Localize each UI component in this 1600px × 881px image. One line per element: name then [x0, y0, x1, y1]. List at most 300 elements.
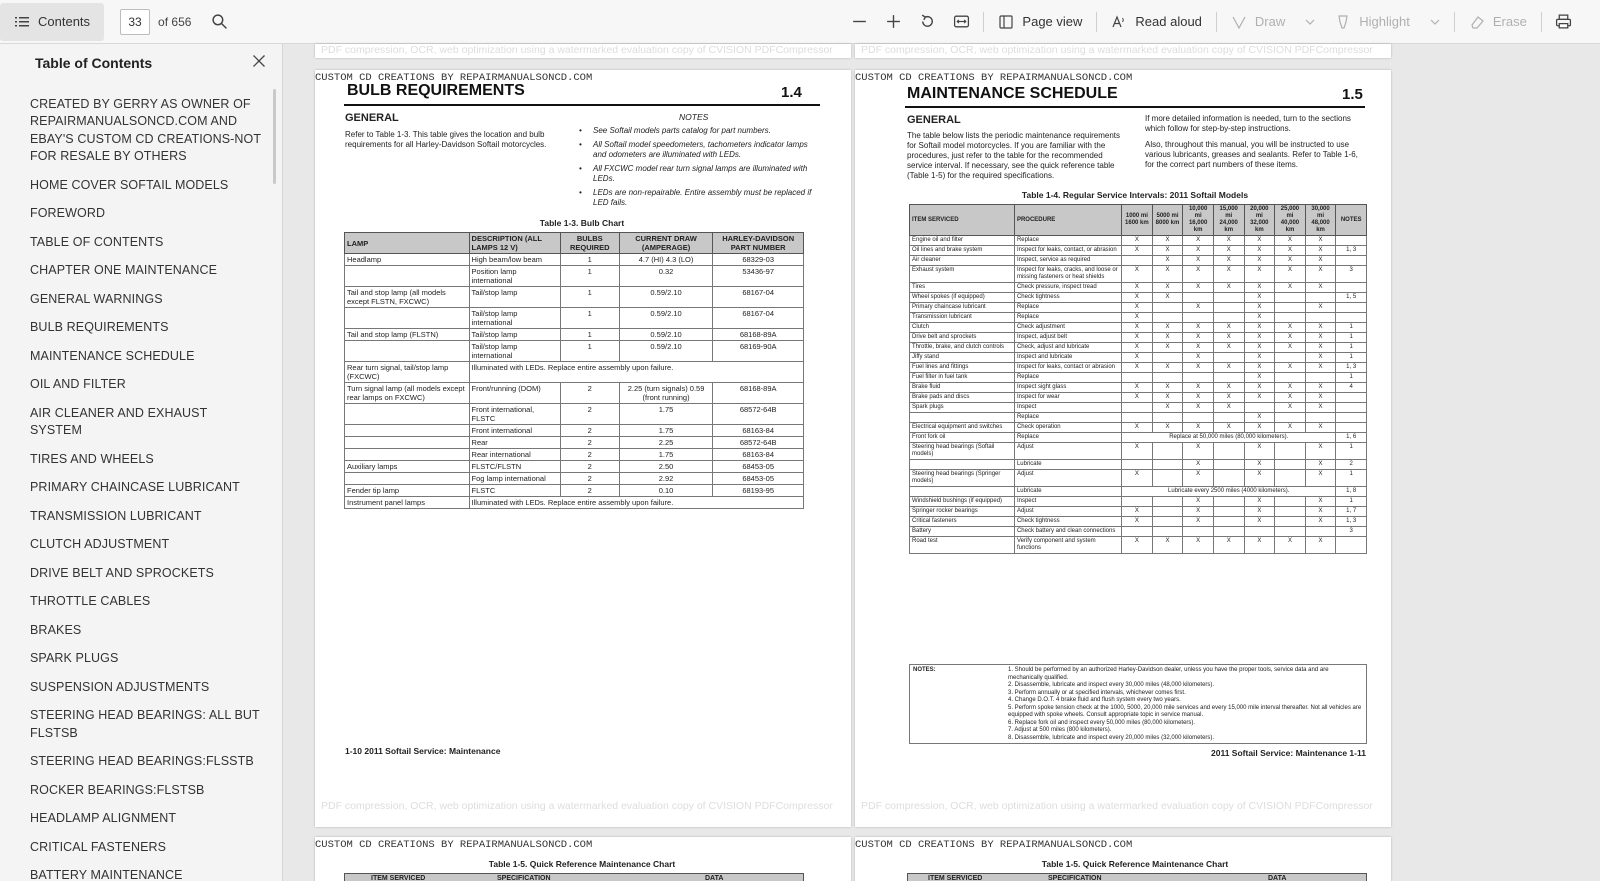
- table-cell: X: [1152, 293, 1183, 303]
- table-row: [910, 293, 1367, 303]
- table-cell: X: [1305, 423, 1336, 433]
- table-cell: Check pressure, inspect tread: [1014, 283, 1121, 293]
- table-cell: Tail/stop lamp international: [469, 341, 560, 362]
- table-cell: Jiffy stand: [910, 353, 1015, 363]
- table-cell: [1305, 373, 1336, 383]
- note-item: 1. Should be performed by an authorized Harley-Davidson dealer, unless you have the proper tools, service data and are mechanically qualified.: [1008, 667, 1329, 681]
- table-cell: 68329-03: [713, 254, 804, 266]
- table-cell: 68169-90A: [713, 341, 804, 362]
- table-cell: Fuel lines and fittings: [910, 363, 1015, 373]
- table-cell: [1336, 313, 1367, 323]
- table-cell: X: [1213, 403, 1244, 413]
- document-page-prev-left: [315, 44, 851, 58]
- scrollbar[interactable]: [273, 89, 276, 184]
- table-cell: X: [1244, 333, 1275, 343]
- chevron-down-icon[interactable]: [1430, 17, 1440, 27]
- watermark: PDF compression, OCR, web optimization using a watermarked evaluation copy of CVISION PDFCompressor: [861, 800, 1373, 812]
- table-cell: [1122, 527, 1153, 537]
- watermark: PDF compression, OCR, web optimization using a watermarked evaluation copy of CVISION PDFCompressor: [861, 44, 1373, 56]
- table-row: [910, 353, 1367, 363]
- table-cell: X: [1152, 256, 1183, 266]
- toc-item[interactable]: TRANSMISSION LUBRICANT: [30, 508, 202, 523]
- table-cell: [1275, 527, 1306, 537]
- table-cell: [1152, 373, 1183, 383]
- table-cell: [1183, 313, 1214, 323]
- table-cell: Brake fluid: [910, 383, 1015, 393]
- table-cell: X: [1183, 323, 1214, 333]
- table-cell: X: [1183, 517, 1214, 527]
- column-header: PROCEDURE: [1014, 205, 1121, 236]
- table-cell: 4.7 (HI) 4.3 (LO): [619, 254, 713, 266]
- table-cell: X: [1305, 256, 1336, 266]
- table-cell: X: [1213, 266, 1244, 283]
- table-cell: X: [1244, 236, 1275, 246]
- table-caption: Table 1-5. Quick Reference Maintenance Chart: [1041, 859, 1229, 869]
- notes-box: [909, 664, 1367, 744]
- table-cell: X: [1305, 443, 1336, 460]
- table-cell: 1, 6: [1336, 433, 1367, 443]
- table-cell: Tail and stop lamp (FLSTN): [345, 329, 470, 341]
- table-cell: Replace: [1014, 373, 1121, 383]
- toc-item[interactable]: MAINTENANCE SCHEDULE: [30, 348, 195, 363]
- table-cell: X: [1122, 246, 1153, 256]
- table-cell: [910, 460, 1015, 470]
- table-cell: Throttle, brake, and clutch controls: [910, 343, 1015, 353]
- table-cell: X: [1244, 293, 1275, 303]
- table-cell: [1183, 413, 1214, 423]
- table-cell: X: [1244, 517, 1275, 527]
- toc-item[interactable]: DRIVE BELT AND SPROCKETS: [30, 565, 214, 580]
- table-cell: 1: [560, 254, 619, 266]
- title-rule: [344, 104, 820, 106]
- toc-item[interactable]: CLUTCH ADJUSTMENT: [30, 537, 170, 551]
- note-item: 7. Adjust at 500 miles (800 kilometers).: [1008, 727, 1112, 733]
- table-cell: X: [1183, 383, 1214, 393]
- table-cell: 2.50: [619, 461, 713, 473]
- erase-button[interactable]: [1463, 7, 1533, 37]
- table-row: [910, 236, 1367, 246]
- table-cell: 1: [560, 329, 619, 341]
- table-row: [910, 246, 1367, 256]
- table-cell: X: [1275, 236, 1306, 246]
- search-icon[interactable]: [205, 8, 233, 36]
- table-cell: [345, 437, 470, 449]
- table-cell: 1, 3: [1336, 246, 1367, 256]
- table-cell: Electrical equipment and switches: [910, 423, 1015, 433]
- table-row: [910, 403, 1367, 413]
- table-cell: X: [1213, 246, 1244, 256]
- table-cell: 1, 3: [1336, 517, 1367, 527]
- toc-item[interactable]: HOME COVER SOFTAIL MODELS: [30, 177, 229, 192]
- table-row: [910, 527, 1367, 537]
- bulb-chart-table: [344, 232, 804, 509]
- toc-item[interactable]: PRIMARY CHAINCASE LUBRICANT: [30, 480, 240, 494]
- column-header: 25,000 mi 40,000 km: [1275, 205, 1306, 236]
- column-header: 15,000 mi 24,000 km: [1213, 205, 1244, 236]
- table-row: [910, 443, 1367, 460]
- table-cell: Replace: [1014, 413, 1121, 423]
- table-cell: 1: [1336, 343, 1367, 353]
- table-cell: 68167-04: [713, 287, 804, 308]
- table-cell: X: [1244, 353, 1275, 363]
- read-aloud-button[interactable]: [1105, 7, 1208, 37]
- toc-item[interactable]: TIRES AND WHEELS: [30, 451, 154, 466]
- rotate-icon[interactable]: [913, 8, 941, 36]
- table-cell: Inspect: [1014, 497, 1121, 507]
- table-cell: X: [1244, 443, 1275, 460]
- table-row: [910, 266, 1367, 283]
- highlight-button[interactable]: [1329, 7, 1446, 37]
- table-cell: Primary chaincase lubricant: [910, 303, 1015, 313]
- column-header: 20,000 mi 32,000 km: [1244, 205, 1275, 236]
- table-cell: X: [1244, 460, 1275, 470]
- table-cell: Windshield bushings (if equipped): [910, 497, 1015, 507]
- table-cell: X: [1183, 283, 1214, 293]
- table-cell: [1152, 460, 1183, 470]
- table-cell: X: [1275, 323, 1306, 333]
- table-cell: [1213, 517, 1244, 527]
- close-icon[interactable]: [252, 54, 266, 73]
- table-cell: X: [1122, 363, 1153, 373]
- toc-item[interactable]: BRAKES: [30, 622, 82, 637]
- table-cell: Inspect: [1014, 403, 1121, 413]
- table-cell: X: [1275, 246, 1306, 256]
- table-cell: X: [1305, 323, 1336, 333]
- table-cell: X: [1122, 353, 1153, 363]
- table-cell: [1152, 517, 1183, 527]
- table-cell: Wheel spokes (if equipped): [910, 293, 1015, 303]
- table-row: [345, 425, 804, 437]
- table-cell: 2: [560, 449, 619, 461]
- table-cell: 1, 7: [1336, 507, 1367, 517]
- table-cell: X: [1305, 236, 1336, 246]
- table-cell: X: [1305, 470, 1336, 487]
- table-cell: X: [1213, 236, 1244, 246]
- table-cell: Drive belt and sprockets: [910, 333, 1015, 343]
- divider: [1541, 12, 1542, 32]
- note-item: 2. Disassemble, lubricate and inspect every 30,000 miles (48,000 kilometers).: [1008, 682, 1215, 688]
- table-cell: X: [1244, 313, 1275, 323]
- table-cell: X: [1213, 323, 1244, 333]
- table-cell: X: [1275, 363, 1306, 373]
- table-cell: Verify component and system functions: [1014, 537, 1121, 554]
- table-cell: X: [1183, 460, 1214, 470]
- intro-text-3: Also, throughout this manual, you will be instructed to use various lubricants, greases and sealants. Refer to Table 1-6, for the correct part numbers of these items.: [1145, 140, 1358, 169]
- page-view-button[interactable]: [992, 7, 1088, 37]
- table-row: [345, 341, 804, 362]
- table-row: [910, 423, 1367, 433]
- table-row: [910, 537, 1367, 554]
- table-cell: Steering head bearings (Softail models): [910, 443, 1015, 460]
- table-cell: [1305, 293, 1336, 303]
- table-cell: [1122, 403, 1153, 413]
- title-rule: [905, 106, 1365, 108]
- table-cell: [1275, 497, 1306, 507]
- table-row: [345, 308, 804, 329]
- table-cell: 1: [1336, 470, 1367, 487]
- table-cell: [1336, 403, 1367, 413]
- table-cell: Auxiliary lamps: [345, 461, 470, 473]
- table-cell: X: [1244, 470, 1275, 487]
- table-row: [345, 485, 804, 497]
- document-page-right: [855, 70, 1391, 827]
- table-cell: X: [1183, 303, 1214, 313]
- table-cell: 1: [560, 287, 619, 308]
- table-cell: X: [1305, 507, 1336, 517]
- table-cell: X: [1244, 363, 1275, 373]
- table-cell: [1213, 527, 1244, 537]
- toc-item[interactable]: TABLE OF CONTENTS: [30, 234, 164, 249]
- notes-list: [1008, 667, 1363, 742]
- table-row: [910, 303, 1367, 313]
- document-page-left: [315, 70, 851, 827]
- table-cell: X: [1244, 393, 1275, 403]
- print-icon[interactable]: [1550, 8, 1578, 36]
- toc-item[interactable]: AIR CLEANER AND EXHAUST SYSTEM: [30, 405, 208, 437]
- table-cell: [910, 413, 1015, 423]
- table-cell: [1152, 353, 1183, 363]
- toc-item[interactable]: BATTERY MAINTENANCE: [30, 868, 183, 881]
- table-cell: X: [1213, 363, 1244, 373]
- table-cell: [1275, 313, 1306, 323]
- table-cell: X: [1152, 246, 1183, 256]
- table-cell: Springer rocker bearings: [910, 507, 1015, 517]
- table-cell: X: [1122, 323, 1153, 333]
- toc-item[interactable]: CRITICAL FASTENERS: [30, 839, 167, 854]
- toc-item[interactable]: OIL AND FILTER: [30, 377, 126, 391]
- table-caption: Table 1-5. Quick Reference Maintenance Chart: [488, 859, 676, 869]
- table-cell: Inspect, service as required: [1014, 256, 1121, 266]
- page-view-icon: [998, 14, 1014, 30]
- table-cell: Inspect sight glass: [1014, 383, 1121, 393]
- note-item: • All Softail model speedometers, tachometers indicator lamps and odometers are illuminated with LEDs.: [577, 140, 821, 160]
- table-cell: 2: [560, 485, 619, 497]
- table-cell: X: [1183, 266, 1214, 283]
- table-cell: Check tightness: [1014, 517, 1121, 527]
- toc-item[interactable]: CREATED BY GERRY AS OWNER OF REPAIRMANUALSONCD.COM AND EBAY'S CUSTOM CD CREATIONS-NOT FOR RESALE BY OTHERS: [30, 96, 261, 163]
- zoom-in-icon[interactable]: [879, 8, 907, 36]
- header-stamp: CUSTOM CD CREATIONS BY REPAIRMANUALSONCD.COM: [855, 839, 1133, 851]
- table-cell: X: [1183, 507, 1214, 517]
- table-cell: 2: [560, 425, 619, 437]
- notes-label: NOTES:: [913, 667, 936, 673]
- table-cell: X: [1305, 303, 1336, 313]
- table-cell: X: [1213, 393, 1244, 403]
- divider: [1216, 12, 1217, 32]
- table-cell: [1336, 256, 1367, 266]
- table-cell: Position lamp international: [469, 266, 560, 287]
- contents-button[interactable]: [0, 3, 104, 41]
- table-cell: 2: [560, 473, 619, 485]
- table-cell: X: [1152, 333, 1183, 343]
- table-cell: [1152, 507, 1183, 517]
- table-row: [345, 362, 804, 383]
- table-row: [345, 254, 804, 266]
- chevron-down-icon[interactable]: [1305, 17, 1315, 27]
- table-cell: Engine oil and filter: [910, 236, 1015, 246]
- table-cell: X: [1122, 383, 1153, 393]
- table-cell: FLSTC/FLSTN: [469, 461, 560, 473]
- table-cell: 2: [560, 383, 619, 404]
- table-cell: X: [1305, 497, 1336, 507]
- table-cell: X: [1122, 470, 1153, 487]
- header-item: ITEM SERVICED: [371, 875, 426, 881]
- table-cell: 1: [560, 266, 619, 287]
- table-cell: Illuminated with LEDs. Replace entire assembly upon failure.: [469, 362, 803, 383]
- table-cell: 2.25 (turn signals) 0.59 (front running): [619, 383, 713, 404]
- table-cell: 68453-05: [713, 473, 804, 485]
- table-of-contents-panel: [0, 44, 283, 881]
- table-cell: [1152, 527, 1183, 537]
- table-cell: [1213, 353, 1244, 363]
- table-cell: Lubricate: [1014, 460, 1121, 470]
- table-cell: [1275, 293, 1306, 303]
- table-cell: X: [1213, 537, 1244, 554]
- table-cell: X: [1275, 403, 1306, 413]
- table-cell: 68163-84: [713, 425, 804, 437]
- contents-label: Contents: [38, 14, 91, 29]
- table-cell: 1: [1336, 333, 1367, 343]
- table-cell: [1336, 423, 1367, 433]
- toolbar: [0, 0, 1600, 44]
- table-cell: Brake pads and discs: [910, 393, 1015, 403]
- header-data: DATA: [705, 875, 724, 881]
- table-cell: X: [1305, 403, 1336, 413]
- table-cell: 0.59/2.10: [619, 287, 713, 308]
- table-cell: X: [1122, 423, 1153, 433]
- list-icon: [14, 14, 30, 30]
- table-cell: X: [1244, 383, 1275, 393]
- table-cell: [1275, 507, 1306, 517]
- toc-item[interactable]: SPARK PLUGS: [30, 651, 119, 665]
- table-cell: X: [1152, 323, 1183, 333]
- table-row: [910, 256, 1367, 266]
- page-total: of 656: [158, 14, 192, 29]
- table-cell: X: [1183, 353, 1214, 363]
- note-item: 3. Perform annually or at specified intervals, whichever comes first.: [1008, 689, 1186, 696]
- table-cell: X: [1244, 266, 1275, 283]
- table-cell: 1: [1336, 323, 1367, 333]
- note-item: • See Softail models parts catalog for part numbers.: [577, 126, 821, 136]
- toc-item[interactable]: ROCKER BEARINGS:FLSTSB: [30, 782, 205, 797]
- table-cell: [345, 425, 470, 437]
- table-row: [910, 460, 1367, 470]
- table-cell: Front international, FLSTC: [469, 404, 560, 425]
- table-header: [907, 873, 1367, 881]
- table-cell: [1122, 373, 1153, 383]
- toc-item[interactable]: GENERAL WARNINGS: [30, 291, 163, 306]
- table-row: [345, 473, 804, 485]
- page-number-input[interactable]: 33: [120, 9, 150, 35]
- table-cell: Tail/stop lamp: [469, 287, 560, 308]
- toc-item[interactable]: STEERING HEAD BEARINGS: ALL BUT FLSTSB: [30, 708, 260, 740]
- table-cell: Replace: [1014, 236, 1121, 246]
- header-stamp: CUSTOM CD CREATIONS BY REPAIRMANUALSONCD.COM: [855, 72, 1133, 84]
- table-row: [345, 497, 804, 509]
- section-number: 1.5: [1342, 86, 1363, 103]
- header-stamp: CUSTOM CD CREATIONS BY REPAIRMANUALSONCD.COM: [315, 72, 593, 84]
- table-cell: 68168-89A: [713, 329, 804, 341]
- table-cell: X: [1183, 343, 1214, 353]
- fit-width-icon[interactable]: [947, 8, 975, 36]
- toc-item[interactable]: HEADLAMP ALIGNMENT: [30, 811, 177, 825]
- table-cell: X: [1122, 393, 1153, 403]
- toc-item[interactable]: THROTTLE CABLES: [30, 594, 151, 608]
- table-cell: [345, 404, 470, 425]
- table-cell: Inspect for leaks, cracks, and loose or missing fasteners or heat shields: [1014, 266, 1121, 283]
- zoom-out-icon[interactable]: [845, 8, 873, 36]
- table-cell: X: [1213, 333, 1244, 343]
- table-cell: Replace: [1014, 433, 1121, 443]
- table-cell: X: [1244, 423, 1275, 433]
- table-cell: [1275, 353, 1306, 363]
- table-cell: X: [1152, 236, 1183, 246]
- panel-title: Table of Contents: [35, 55, 153, 71]
- document-page-prev-right: [855, 44, 1391, 58]
- toc-list: [0, 82, 282, 881]
- page-footer: 1-10 2011 Softail Service: Maintenance: [345, 746, 501, 756]
- table-cell: Replace at 50,000 miles (80,000 kilometers).: [1122, 433, 1336, 443]
- table-cell: X: [1183, 443, 1214, 460]
- toc-item[interactable]: FOREWORD: [30, 206, 106, 220]
- table-cell: X: [1244, 246, 1275, 256]
- table-row: [345, 437, 804, 449]
- table-cell: Rear: [469, 437, 560, 449]
- watermark: PDF compression, OCR, web optimization using a watermarked evaluation copy of CVISION PDFCompressor: [321, 44, 833, 56]
- table-cell: 1, 3: [1336, 363, 1367, 373]
- table-row: [345, 266, 804, 287]
- table-cell: X: [1305, 363, 1336, 373]
- draw-button[interactable]: [1225, 7, 1321, 37]
- table-cell: Replace: [1014, 313, 1121, 323]
- toc-item[interactable]: SUSPENSION ADJUSTMENTS: [30, 679, 210, 694]
- column-header: 10,000 mi 16,000 km: [1183, 205, 1214, 236]
- eraser-icon: [1469, 14, 1485, 30]
- table-row: [910, 470, 1367, 487]
- document-page-next-right: [855, 837, 1391, 881]
- table-cell: Replace: [1014, 303, 1121, 313]
- header-item: ITEM SERVICED: [928, 875, 983, 881]
- table-cell: X: [1244, 497, 1275, 507]
- table-cell: Turn signal lamp (all models except rear lamps on FXCWC): [345, 383, 470, 404]
- table-cell: [1152, 413, 1183, 423]
- table-cell: 2.25: [619, 437, 713, 449]
- column-header: 1000 mi 1600 km: [1122, 205, 1153, 236]
- table-cell: [1213, 470, 1244, 487]
- toc-item[interactable]: STEERING HEAD BEARINGS:FLSSTB: [30, 754, 254, 768]
- page-footer: 2011 Softail Service: Maintenance 1-11: [1211, 748, 1366, 758]
- table-row: [910, 323, 1367, 333]
- toc-item[interactable]: BULB REQUIREMENTS: [30, 320, 169, 334]
- table-cell: Inspect, adjust belt: [1014, 333, 1121, 343]
- table-cell: 1: [1336, 353, 1367, 363]
- table-cell: Road test: [910, 537, 1015, 554]
- table-cell: [1275, 373, 1306, 383]
- table-cell: 68572-64B: [713, 404, 804, 425]
- table-cell: 68193-95: [713, 485, 804, 497]
- table-cell: Check adjustment: [1014, 323, 1121, 333]
- table-cell: 1.75: [619, 404, 713, 425]
- toc-item[interactable]: CHAPTER ONE MAINTENANCE: [30, 263, 218, 277]
- table-cell: Exhaust system: [910, 266, 1015, 283]
- table-cell: Steering head bearings (Springer models): [910, 470, 1015, 487]
- page-title: MAINTENANCE SCHEDULE: [907, 85, 1118, 102]
- table-cell: X: [1183, 246, 1214, 256]
- table-cell: [1305, 413, 1336, 423]
- table-row: [910, 363, 1367, 373]
- header-spec: SPECIFICATION: [1048, 875, 1102, 881]
- table-cell: [910, 487, 1015, 497]
